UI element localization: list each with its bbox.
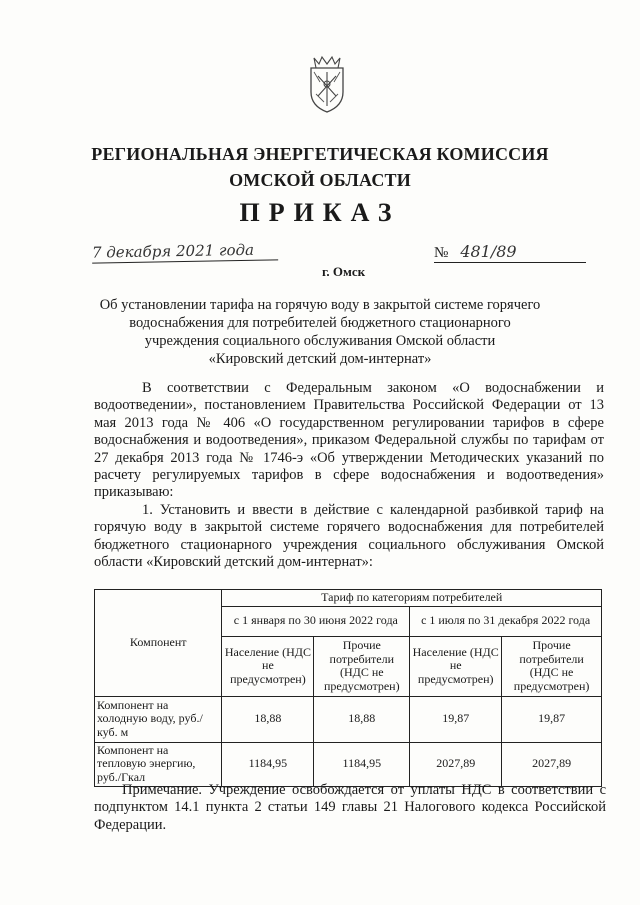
handwritten-date: 7 декабря 2021 года: [92, 240, 278, 263]
order-body: [94, 380, 604, 571]
table-row: [95, 742, 602, 786]
cell-value: 19,87: [410, 696, 502, 742]
document-title: ПРИКАЗ: [239, 198, 401, 227]
subject-line: «Кировский детский дом-интернат»: [208, 351, 432, 367]
document-number: [434, 242, 586, 263]
cell-value: 18,88: [222, 696, 314, 742]
number-sign: №: [434, 245, 449, 261]
preamble-text: В соответствии с Федеральным законом «О водоснабжении и водоотведении», постановлением Правительства Российской Федерации от 13 мая 2013 года № 406 «О государственном регулировании тарифов в сфере водоснабжения и водоотведения», приказом Федеральной службы по тарифам от 27 декабря 2013 года № 1746-э «Об утверждении Методических указаний по расчету регулируемых тарифов в сфере водоснабжения и водоотведения»: [94, 380, 604, 484]
cell-value: 1184,95: [222, 742, 314, 786]
table-header-population: Население (НДС не предусмотрен): [410, 636, 502, 696]
org-name-line2: ОМСКОЙ ОБЛАСТИ: [229, 170, 411, 190]
city: г. Омск: [322, 264, 366, 279]
note-paragraph: [94, 782, 606, 834]
tariff-table: [94, 589, 602, 787]
cell-value: 2027,89: [502, 742, 602, 786]
item-1-paragraph: 1. Установить и ввести в действие с календарной разбивкой тариф на горячую воду в закрытой системе горячего водоснабжения для потребителей бюджетного стационарного учреждения социального обслуживания Омской области «Кировский детский дом-интернат»:: [94, 501, 604, 571]
order-word: приказываю:: [94, 484, 174, 501]
table-header-group: Тариф по категориям потребителей: [222, 590, 602, 607]
subject-line: Об установлении тарифа на горячую воду в закрытой системе горячего: [99, 297, 541, 313]
subject-line: водоснабжения для потребителей бюджетного стационарного: [129, 315, 511, 331]
table-header-other: Прочие потребители (НДС не предусмотрен): [502, 636, 602, 696]
org-name-line1: РЕГИОНАЛЬНАЯ ЭНЕРГЕТИЧЕСКАЯ КОМИССИЯ: [91, 144, 549, 164]
preamble-paragraph: [94, 380, 604, 502]
handwritten-number: 481/89: [460, 242, 517, 261]
cell-value: 1184,95: [314, 742, 410, 786]
row-label: Компонент на холодную воду, руб./куб. м: [95, 696, 222, 742]
order-subject: [90, 296, 550, 368]
table-header-other: Прочие потребители (НДС не предусмотрен): [314, 636, 410, 696]
note-text: Примечание. Учреждение освобождается от уплаты НДС в соответствии с подпунктом 14.1 пункта 2 статьи 149 главы 21 Налогового кодекса Российской Федерации.: [94, 782, 606, 833]
table-header-population: Население (НДС не предусмотрен): [222, 636, 314, 696]
cell-value: 18,88: [314, 696, 410, 742]
table-header-period2: с 1 июля по 31 декабря 2022 года: [410, 606, 602, 636]
cell-value: 19,87: [502, 696, 602, 742]
table-header-period1: с 1 января по 30 июня 2022 года: [222, 606, 410, 636]
subject-line: учреждения социального обслуживания Омской области: [144, 333, 496, 349]
cell-value: 2027,89: [410, 742, 502, 786]
omsk-coat-of-arms-icon: [304, 54, 350, 116]
table-header-component: Компонент: [95, 590, 222, 697]
row-label: Компонент на тепловую энергию, руб./Гкал: [95, 742, 222, 786]
table-row: [95, 696, 602, 742]
